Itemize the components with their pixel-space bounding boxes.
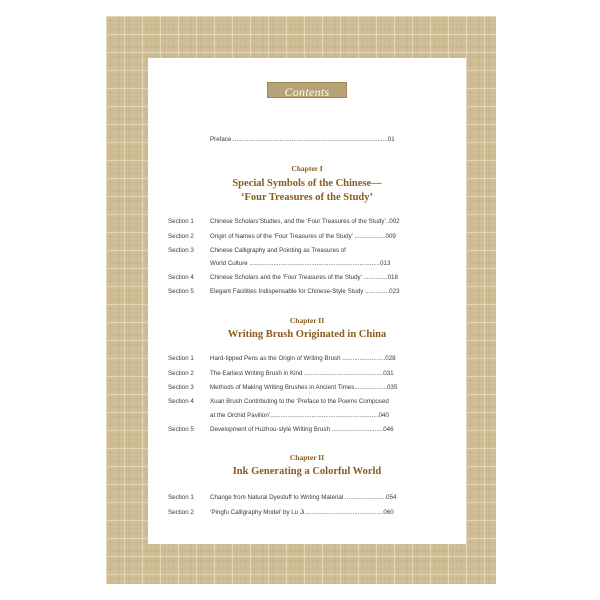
chapter-2-title: Writing Brush Originated in China: [227, 329, 387, 340]
chapter-2-section-3-entry[interactable]: Methods of Making Writing Brushes in Ancient Times...................035: [210, 384, 398, 391]
contents-title-banner: [267, 82, 347, 98]
chapter-1-title-line-2: ‘Four Treasures of the Study’: [240, 192, 374, 203]
chapter-1-section-1-entry[interactable]: Chinese Scholars’Studies, and the ‘Four Treasures of the Study’..002: [210, 218, 400, 225]
chapter-1-section-3-label: Section 3: [168, 247, 194, 254]
chapter-1-section-2-label: Section 2: [168, 233, 194, 240]
chapter-1-section-4-label: Section 4: [168, 274, 194, 281]
chapter-2-section-1-entry[interactable]: Hard-tipped Pens as the Origin of Writing Brush .........................028: [210, 355, 396, 362]
chapter-2-section-4-label: Section 4: [168, 398, 194, 405]
chapter-1-section-2-entry[interactable]: Origin of Names of the ‘Four Treasures of the Study’ ..................009: [210, 233, 396, 240]
chapter-1-title-line-1: Special Symbols of the Chinese—: [232, 178, 382, 189]
chapter-2-section-5-label: Section 5: [168, 426, 194, 433]
chapter-3-section-2-label: Section 2: [168, 509, 194, 516]
chapter-3-title: Ink Generating a Colorful World: [232, 466, 382, 477]
chapter-3-section-1-label: Section 1: [168, 494, 194, 501]
chapter-1-section-1-label: Section 1: [168, 218, 194, 225]
chapter-2-section-4-entry-line-2[interactable]: at the Orchid Pavilion’...............................................................040: [210, 412, 389, 419]
chapter-1-section-5-label: Section 5: [168, 288, 194, 295]
chapter-1-section-3-entry-line-1[interactable]: Chinese Calligraphy and Pointing as Treasures of: [210, 247, 346, 254]
chapter-3-section-1-entry[interactable]: Change from Natural Dyestuff to Writing Material ........................054: [210, 494, 397, 501]
chapter-2-section-2-label: Section 2: [168, 370, 194, 377]
chapter-2-section-2-entry[interactable]: The Earliest Writing Brush in Kind ..............................................031: [210, 370, 394, 377]
chapter-2-label: Chapter II: [289, 316, 325, 325]
preface-entry[interactable]: Preface...........................................................................................01: [210, 136, 395, 143]
chapter-1-section-5-entry[interactable]: Elegant Facilities Indispensable for Chinese-Style Study ..............023: [210, 288, 400, 295]
chapter-2-section-3-label: Section 3: [168, 384, 194, 391]
contents-title: Contents: [284, 85, 330, 99]
chapter-2-section-4-entry-line-1[interactable]: Xuan Brush Contributing to the ‘Preface to the Poems Composed: [210, 398, 389, 405]
contents-page: [148, 58, 466, 544]
chapter-2-section-1-label: Section 1: [168, 355, 194, 362]
chapter-1-section-3-entry-line-2[interactable]: World Culture ............................................................................013: [210, 260, 391, 267]
chapter-3-label: Chapter II: [289, 453, 325, 462]
chapter-2-section-5-entry[interactable]: Development of Huzhou-style Writing Brush ..............................046: [210, 426, 394, 433]
chapter-1-label: Chapter I: [291, 164, 323, 173]
chapter-3-section-2-entry[interactable]: ‘Pingfu Calligraphy Model’ by Lu Ji..............................................060: [210, 509, 394, 516]
chapter-1-section-4-entry[interactable]: Chinese Scholars and the ‘Four Treasures of the Study’ ..............018: [210, 274, 398, 281]
